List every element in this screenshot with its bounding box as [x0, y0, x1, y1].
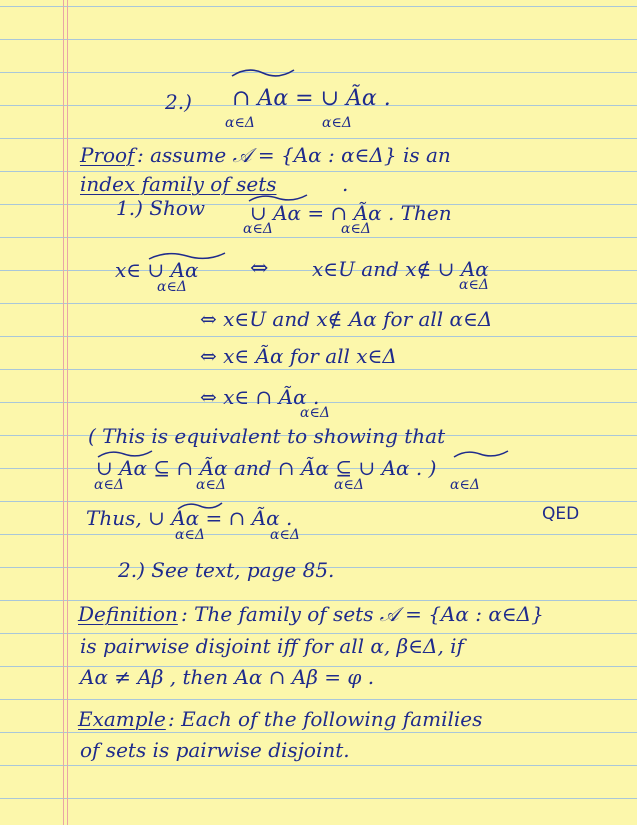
equivalence-step-3: ⇔ x∈ Ãα for all x∈Δ — [200, 344, 397, 368]
definition-text-2: is pairwise disjoint iff for all α, β∈Δ, if — [80, 634, 464, 658]
item-number: 2.) — [165, 90, 192, 114]
complement-tilde — [452, 448, 510, 460]
index-subscript: α∈Δ — [175, 527, 205, 543]
equivalence-step-4: ⇔ x∈ ∩ Ãα . — [200, 385, 320, 409]
definition-text-3: Aα ≠ Aβ , then Aα ∩ Aβ = φ . — [80, 665, 375, 689]
index-subscript: α∈Δ — [243, 221, 273, 237]
conclusion-line: Thus, ∪ Aα = ∩ Ãα . — [86, 506, 293, 530]
item-2-reference: 2.) See text, page 85. — [118, 558, 335, 582]
index-subscript: α∈Δ — [322, 115, 352, 131]
qed-mark: QED — [542, 504, 580, 524]
index-subscript: α∈Δ — [157, 279, 187, 295]
margin-line — [67, 0, 68, 825]
definition-label: Definition — [78, 602, 178, 626]
index-subscript: α∈Δ — [225, 115, 255, 131]
proof-text: : assume 𝒜 = {Aα : α∈Δ} is an — [137, 143, 451, 167]
proof-text-line2: index family of sets — [80, 172, 277, 196]
index-subscript: α∈Δ — [300, 405, 330, 421]
note-line-1: ( This is equivalent to showing that — [88, 424, 446, 448]
index-subscript: α∈Δ — [459, 277, 489, 293]
index-subscript: α∈Δ — [270, 527, 300, 543]
step-one-label: 1.) Show — [116, 196, 205, 220]
definition-text-1: : The family of sets 𝒜 = {Aα : α∈Δ} — [181, 602, 544, 626]
proof-text-period: . — [342, 172, 349, 196]
example-text-1: : Each of the following families — [168, 707, 483, 731]
example-text-2: of sets is pairwise disjoint. — [80, 738, 350, 762]
equivalence-step-2: ⇔ x∈U and x∉ Aα for all α∈Δ — [200, 307, 493, 331]
iff-arrow: ⇔ — [250, 256, 269, 281]
index-subscript: α∈Δ — [450, 477, 480, 493]
equivalence-right: x∈U and x∉ ∪ Aα — [312, 257, 489, 281]
statement-formula: ∩ Aα = ∪ Ãα . — [232, 86, 391, 111]
example-label: Example — [78, 707, 166, 731]
complement-tilde — [230, 66, 296, 80]
index-subscript: α∈Δ — [341, 221, 371, 237]
equivalence-left: x∈ ∪ Aα — [115, 258, 199, 282]
index-subscript: α∈Δ — [196, 477, 226, 493]
index-subscript: α∈Δ — [94, 477, 124, 493]
note-line-2: ∪ Aα ⊆ ∩ Ãα and ∩ Ãα ⊆ ∪ Aα . ) — [96, 456, 437, 480]
index-subscript: α∈Δ — [334, 477, 364, 493]
proof-label: Proof — [80, 143, 135, 167]
step-one-formula: ∪ Aα = ∩ Ãα . Then — [250, 201, 452, 225]
margin-line — [63, 0, 64, 825]
